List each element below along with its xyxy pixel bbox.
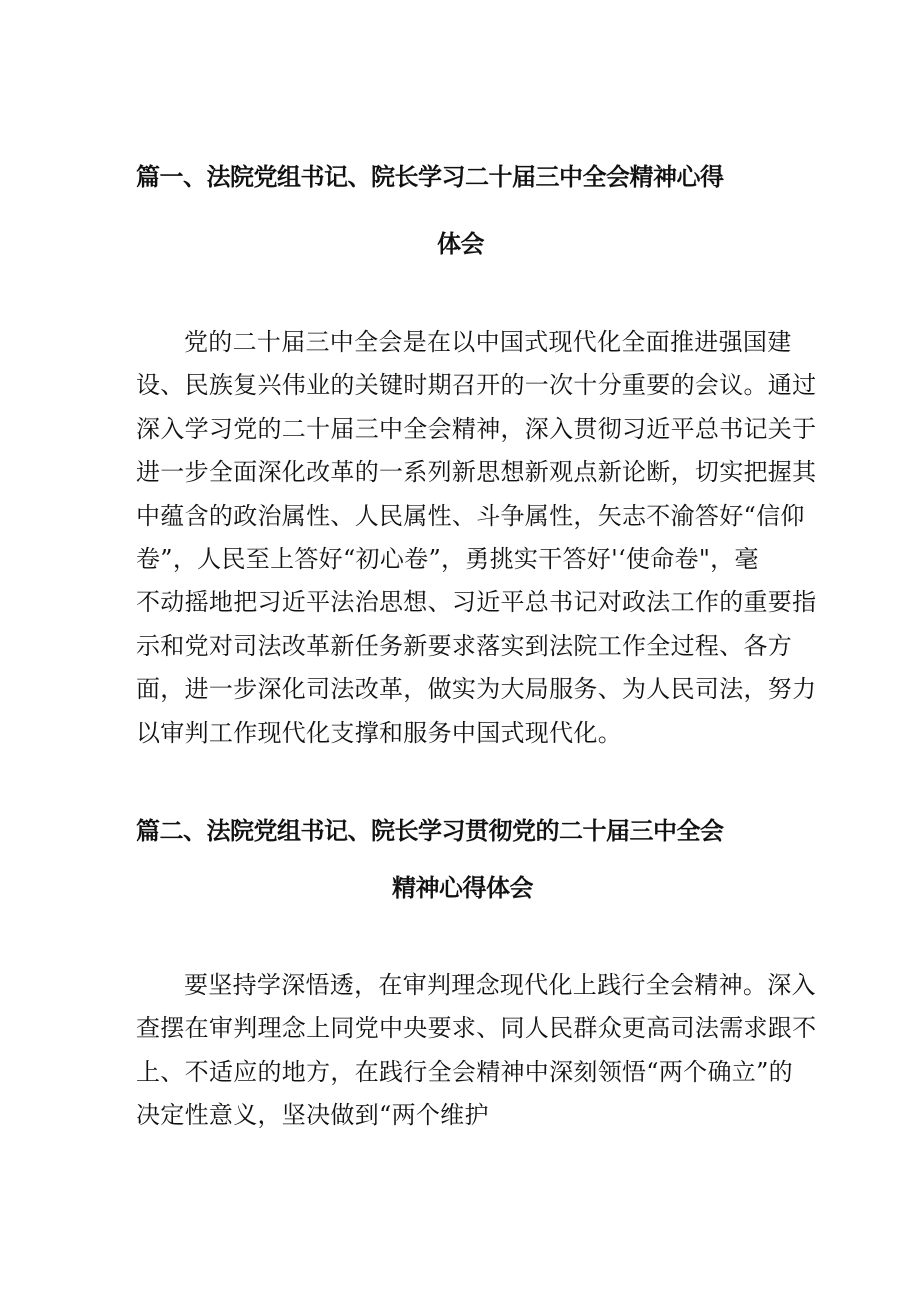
paragraph-line: 决定性意义，坚决做到“两个维护 [136, 1101, 489, 1130]
paragraph-line: 要坚持学深悟透，在审判理念现代化上践行全会精神。深入 [184, 971, 816, 999]
paragraph-line: 查摆在审判理念上同党中央要求、同人民群众更高司法需求跟不 [136, 1014, 817, 1043]
section-1-heading-line-2: 体会 [437, 230, 484, 258]
paragraph-line: 示和党对司法改革新任务新要求落实到法院工作全过程、各方 [136, 631, 793, 660]
paragraph-line: 卷”，人民至上答好“初心卷”，勇挑实干答好'‘使命卷"，毫 [136, 545, 759, 574]
paragraph-line: 党的二十届三中全会是在以中国式现代化全面推进强国建 [184, 328, 792, 356]
section-1-heading-line-1: 篇一、法院党组书记、院长学习二十届三中全会精神心得 [136, 163, 724, 191]
paragraph-line: 中蕴含的政治属性、人民属性、斗争属性，矢志不渝答好“信仰 [136, 501, 805, 530]
paragraph-line: 以审判工作现代化支撑和服务中国式现代化。 [136, 718, 622, 747]
paragraph-line: 上、不适应的地方，在践行全会精神中深刻领悟“两个确立”的 [136, 1057, 793, 1086]
paragraph-line: 设、民族复兴伟业的关键时期召开的一次十分重要的会议。通过 [136, 371, 817, 400]
section-1-paragraph [136, 321, 817, 755]
paragraph-line: 面，进一步深化司法改革，做实为大局服务、为人民司法，努力 [136, 675, 817, 704]
paragraph-line: 不动摇地把习近平法治思想、习近平总书记对政法工作的重要指 [136, 588, 817, 617]
section-2-heading-line-2: 精神心得体会 [392, 874, 533, 902]
paragraph-line: 深入学习党的二十届三中全会精神，深入贯彻习近平总书记关于 [136, 414, 817, 443]
section-2-heading-line-1: 篇二、法院党组书记、院长学习贯彻党的二十届三中全会 [136, 817, 724, 845]
section-2-paragraph [136, 964, 817, 1138]
paragraph-line: 进一步全面深化改革的一系列新思想新观点新论断，切实把握其 [136, 458, 817, 487]
